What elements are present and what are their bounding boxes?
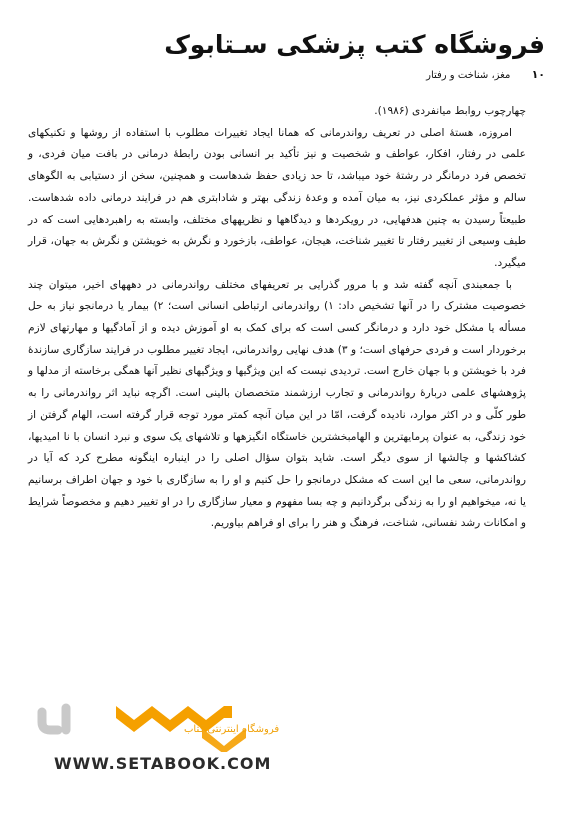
store-title: فروشگاه کتب پزشکی سـتابوک [164, 30, 545, 59]
paragraph-summary: با جمعبندی آنچه گفته شد و با مرور گذرایی بر تعریفهای مختلف رواندرمانی در دهههای اخیر، میتوان چند خصوصیت مشترک را در آنها تشخیص داد: ۱) رواندرمانی ارتباطی انسانی است؛ ۲) بیمار یا درمانجو نیاز به حل مسأله یا مشکل خود دارد و درمانگر کسی است که برای کمک به او آموزش دیده و از آمادگیها و مهارتهای لازم برخوردار است و فردی حرفهای است؛ و ۳) هدف نهایی رواندرمانی، ایجاد تغییر مطلوب در فرایند سازگاری سازندهٔ فرد با خویشتن و با جهان خارج است. تردیدی نیست که این ویژگیها و ویژگیهای نظیر آنها همگی برخاسته از مدلها و پژوهشهای علمی دربارهٔ رواندرمانی و تجارب ارزشمند متخصصان بالینی است. اگرچه نباید اثر رواندرمانی را به طور کلّی و در اکثر موارد، نادیده گرفت، امّا در این میان آنچه کمتر مورد توجه قرار گرفته است، الهام گرفتن از خود زندگی، به عنوان پرمایهترین و الهامبخشترین خاستگاه انگیزهها و تلاشهای یک سوی و نبرد انسان با نا امیدیها، کشاکشها و چالشها از سوی دیگر است. شاید بتوان سؤال اصلی را در اینباره اینگونه مطرح کرد که آیا در رواندرمانی، سعی ما این است که مشکل درمانجو را حل کنیم و او را به سازگاری با خود و جهان اطراف برسانیم یا نه، میخواهیم او را به زندگی برگردانیم و چه بسا مفهوم و معیار سازگاری را در او تغییر دهیم و مخصوصاً شرایط و امکانات رشد نفسانی، شناخت، فرهنگ و هنر را برای او فراهم بیاوریم. [28, 278, 527, 530]
page-number: ۱۰ [531, 68, 545, 81]
book-title: مغز، شناخت و رفتار [426, 70, 511, 81]
body-text [28, 101, 526, 535]
logo-tagline: فروشگاه اینترنتی کتاب [184, 724, 280, 735]
paragraph-citation: چهارچوب روابط میانفردی (۱۹۸۶). [374, 105, 526, 117]
running-head [426, 68, 545, 81]
paragraph-definition: امروزه، هستهٔ اصلی در تعریف رواندرمانی که همانا ایجاد تغییرات مطلوب با استفاده از روشها و تکنیکهای علمی در رفتار، افکار، عواطف و شخصیت و نیز تأکید بر انسانی بودن رابطهٔ درمانی در بافت میان فردی، و تخصص فرد درمانگر در رشتهٔ خود میباشد، تا حد زیادی حفظ شدهاست و همچنین، سخن از دستیابی به الگوهای سالم و مؤثر عملکردی نیز، به میان آمده و وعدهٔ زندگی بهتر و شادابتری هم در فرایند درمانی داده شدهاست. طبیعتاً رسیدن به چنین هدفهایی، در رویکردها و دیدگاهها و نظریهها‌ی مختلف، وابسته به راهبردهایی است که در طیف وسیعی از تغییر رفتار تا تغییر شناخت، هیجان، عواطف، بازخورد و نگرش به خویشتن و نگرش به جهان، قرار میگیرد. [28, 126, 526, 269]
logo-gray-mark [42, 708, 66, 730]
website-url: WWW.SETABOOK.COM [54, 754, 272, 773]
